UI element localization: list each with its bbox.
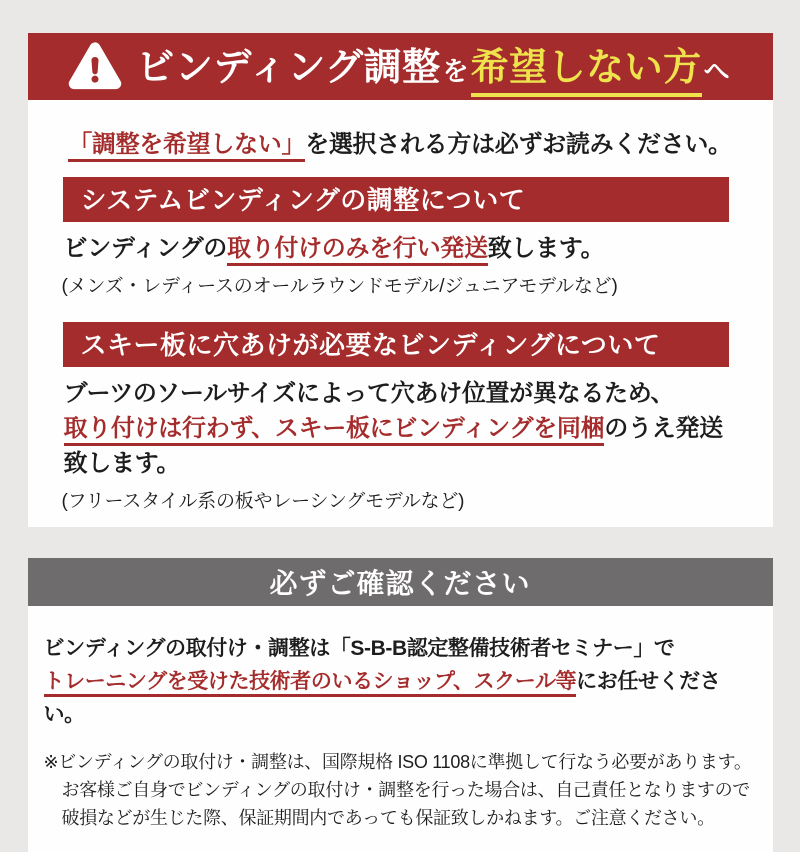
section1-body-prefix: ビンディングの (63, 235, 227, 262)
section1-note: (メンズ・レディースのオールラウンドモデル/ジュニアモデルなど) (61, 276, 618, 297)
section2-body-line1: ブーツのソールサイズによって穴あけ位置が異なるため、 (63, 380, 675, 407)
section1-body-highlight: 取り付けのみを行い発送 (227, 235, 488, 266)
section1-body-suffix: 致します。 (487, 235, 605, 262)
confirm-body-line1: ビンディングの取付け・調整は「S-B-B認定整備技術者セミナー」で (43, 637, 675, 660)
banner-particle-he: へ (703, 56, 730, 86)
notice-content (28, 0, 773, 852)
confirm-panel (28, 606, 773, 852)
disclaimer-line-2: お客様ご自身でビンディングの取付け・調整を行った場合は、自己責任となりますので (61, 780, 750, 800)
confirm-banner (28, 558, 773, 606)
confirm-body-highlight: トレーニングを受けた技術者のいるショップ、スクール等 (44, 670, 577, 697)
section2-body-highlight: 取り付けは行わず、スキー板にビンディングを同梱 (64, 415, 605, 446)
section1-heading: システムビンディングの調整について (80, 185, 526, 215)
confirm-body-suffix: にお任せください。 (43, 670, 721, 726)
section1-heading-banner (63, 177, 729, 222)
warning-banner (28, 33, 773, 100)
section2-body (28, 376, 773, 481)
disclaimer-line-1: ※ビンディングの取付け・調整は、国際規格 ISO 1108に準拠して行なう必要があります。 (43, 752, 752, 772)
banner-title (136, 36, 731, 97)
instructions-panel (28, 100, 773, 527)
section1-body (28, 231, 773, 266)
banner-title-main: ビンディング調整 (136, 47, 441, 89)
section2-note: (フリースタイル系の板やレーシングモデルなど) (61, 491, 465, 512)
warning-triangle-icon (68, 42, 122, 92)
disclaimer (44, 748, 759, 832)
confirm-body (44, 632, 759, 731)
section2-body-line3: 致します。 (63, 450, 181, 477)
confirm-heading: 必ずご確認ください (269, 568, 531, 599)
intro-text (28, 124, 773, 159)
banner-particle-wo: を (442, 56, 469, 86)
disclaimer-line-3: 破損などが生じた際、保証期間内であっても保証致しかねます。ご注意ください。 (61, 808, 715, 828)
section2-heading: スキー板に穴あけが必要なビンディングについて (80, 330, 661, 360)
banner-title-highlight: 希望しない方 (471, 36, 702, 97)
intro-rest: を選択される方は必ずお読みください。 (305, 131, 732, 158)
section2-heading-banner (63, 322, 729, 367)
section2-body-suffix: のうえ発送 (604, 415, 723, 442)
intro-highlight: 「調整を希望しない」 (68, 131, 305, 162)
